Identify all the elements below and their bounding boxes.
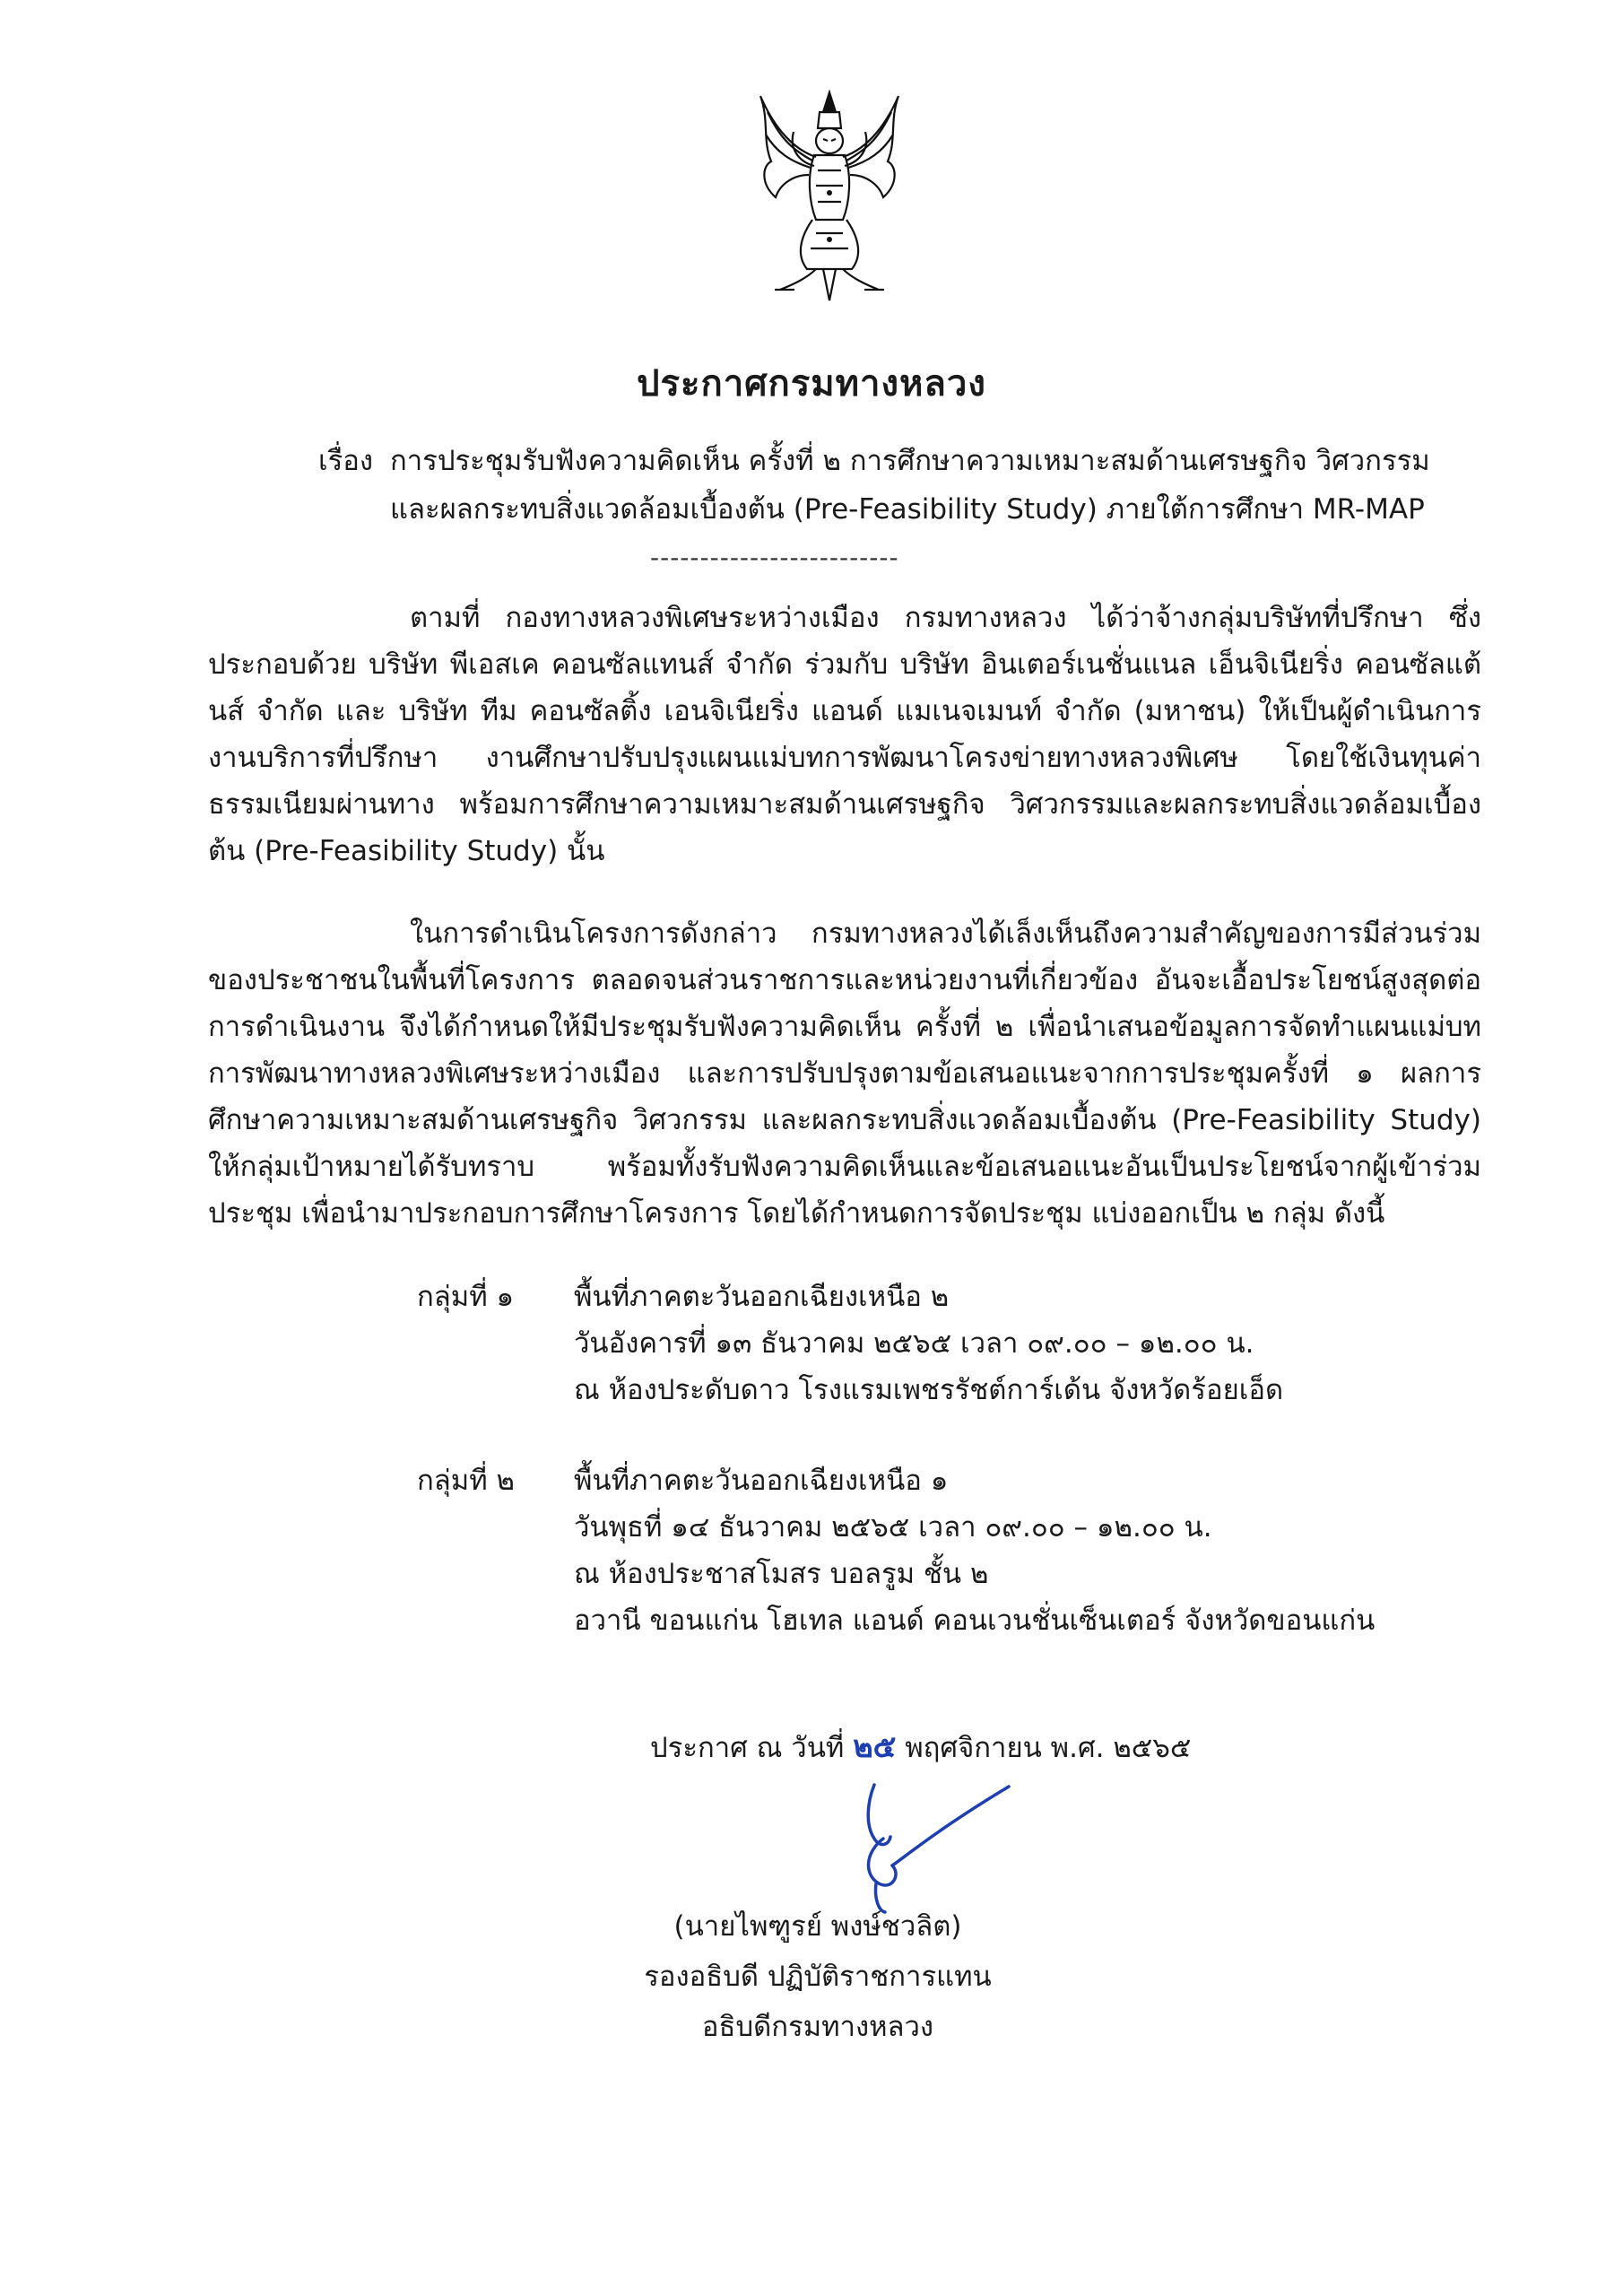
divider: ------------------------- bbox=[650, 543, 899, 572]
group-1-area: พื้นที่ภาคตะวันออกเฉียงเหนือ ๒ bbox=[574, 1281, 950, 1313]
paragraph-2 bbox=[208, 910, 1481, 1237]
subject-label: เรื่อง bbox=[318, 445, 374, 477]
group-2-details bbox=[574, 1457, 1560, 1644]
group-2-datetime: วันพุธที่ ๑๔ ธันวาคม ๒๕๖๕ เวลา ๐๙.๐๐ – ๑๒.๐๐ น. bbox=[574, 1511, 1212, 1544]
garuda-emblem-icon bbox=[753, 85, 906, 305]
announce-suffix: พฤศจิกายน พ.ศ. ๒๕๖๕ bbox=[905, 1732, 1192, 1764]
group-2-venue-hotel: อวานี ขอนแก่น โฮเทล แอนด์ คอนเวนชั่นเซ็นเตอร์ จังหวัดขอนแก่น bbox=[574, 1605, 1376, 1637]
signer-position: รองอธิบดี ปฏิบัติราชการแทน bbox=[644, 1961, 992, 1993]
subject-block bbox=[318, 437, 1484, 534]
group-1-datetime: วันอังคารที่ ๑๓ ธันวาคม ๒๕๖๕ เวลา ๐๙.๐๐ – ๑๒.๐๐ น. bbox=[574, 1327, 1254, 1360]
group-1-venue: ณ ห้องประดับดาว โรงแรมเพชรรัชต์การ์เด้น จังหวัดร้อยเอ็ด bbox=[574, 1374, 1284, 1406]
subject-line-1 bbox=[318, 437, 1484, 485]
paragraph-2-text: ในการดำเนินโครงการดังกล่าว กรมทางหลวงได้เล็งเห็นถึงความสำคัญของการมีส่วนร่วมของประชาชนในพื้นที่โครงการ ตลอดจนส่วนราชการและหน่วยงานที่เกี่ยวข้อง อันจะเอื้อประโยชน์สูงสุดต่อการดำเนินงาน จึงได้กำหนดให้มีประชุมรับฟังความคิดเห็น ครั้งที่ ๒ เพื่อนำเสนอข้อมูลการจัดทำแผนแม่บทการพัฒนาทางหลวงพิเศษระหว่างเมือง และการปรับปรุงตามข้อเสนอแนะจากการประชุมครั้งที่ ๑ ผลการศึกษาความเหมาะสมด้านเศรษฐกิจ วิศวกรรม และผลกระทบสิ่งแวดล้อมเบื้องต้น (Pre-Feasibility Study) ให้กลุ่มเป้าหมายได้รับทราบ พร้อมทั้งรับฟังความคิดเห็นและข้อเสนอแนะอันเป็นประโยชน์จากผู้เข้าร่วมประชุม เพื่อนำมาประกอบการศึกษาโครงการ โดยได้กำหนดการจัดประชุม แบ่งออกเป็น ๒ กลุ่ม ดังนี้ bbox=[208, 918, 1481, 1230]
announcement-date bbox=[650, 1722, 1191, 1770]
signer-name: (นายไพฑูรย์ พงษ์ชวลิต) bbox=[673, 1910, 962, 1943]
paragraph-1-text: ตามที่ กองทางหลวงพิเศษระหว่างเมือง กรมทางหลวง ได้ว่าจ้างกลุ่มบริษัทที่ปรึกษา ซึ่งประกอบด้วย บริษัท พีเอสเค คอนซัลแทนส์ จำกัด ร่วมกับ บริษัท อินเตอร์เนชั่นแนล เอ็นจิเนียริ่ง คอนซัลแต้นส์ จำกัด และ บริษัท ทีม คอนซัลติ้ง เอนจิเนียริ่ง แอนด์ แมเนจเมนท์ จำกัด (มหาชน) ให้เป็นผู้ดำเนินการ งานบริการที่ปรึกษา งานศึกษาปรับปรุงแผนแม่บทการพัฒนาโครงข่ายทางหลวงพิเศษ โดยใช้เงินทุนค่าธรรมเนียมผ่านทาง พร้อมการศึกษาความเหมาะสมด้านเศรษฐกิจ วิศวกรรมและผลกระทบสิ่งแวดล้อมเบื้องต้น (Pre-Feasibility Study) นั้น bbox=[208, 602, 1481, 867]
group-2-venue: ณ ห้องประชาสโมสร บอลรูม ชั้น ๒ bbox=[574, 1558, 989, 1590]
subject-text-1: การประชุมรับฟังความคิดเห็น ครั้งที่ ๒ การศึกษาความเหมาะสมด้านเศรษฐกิจ วิศวกรรม bbox=[390, 445, 1430, 477]
announce-prefix: ประกาศ ณ วันที่ bbox=[650, 1732, 845, 1764]
announce-day: ๒๕ bbox=[853, 1729, 897, 1765]
signer-organization: อธิบดีกรมทางหลวง bbox=[701, 2011, 934, 2043]
group-2-label: กลุ่มที่ ๒ bbox=[417, 1465, 515, 1497]
page-title: ประกาศกรมทางหลวง bbox=[637, 363, 986, 404]
subject-line-2: และผลกระทบสิ่งแวดล้อมเบื้องต้น (Pre-Feasibility Study) ภายใต้การศึกษา MR-MAP bbox=[390, 493, 1425, 526]
group-1-details bbox=[574, 1274, 1560, 1413]
group-2-area: พื้นที่ภาคตะวันออกเฉียงเหนือ ๑ bbox=[574, 1465, 949, 1497]
group-1-label: กลุ่มที่ ๑ bbox=[417, 1281, 515, 1313]
paragraph-1 bbox=[208, 595, 1481, 874]
handwritten-signature bbox=[856, 1776, 1013, 1919]
